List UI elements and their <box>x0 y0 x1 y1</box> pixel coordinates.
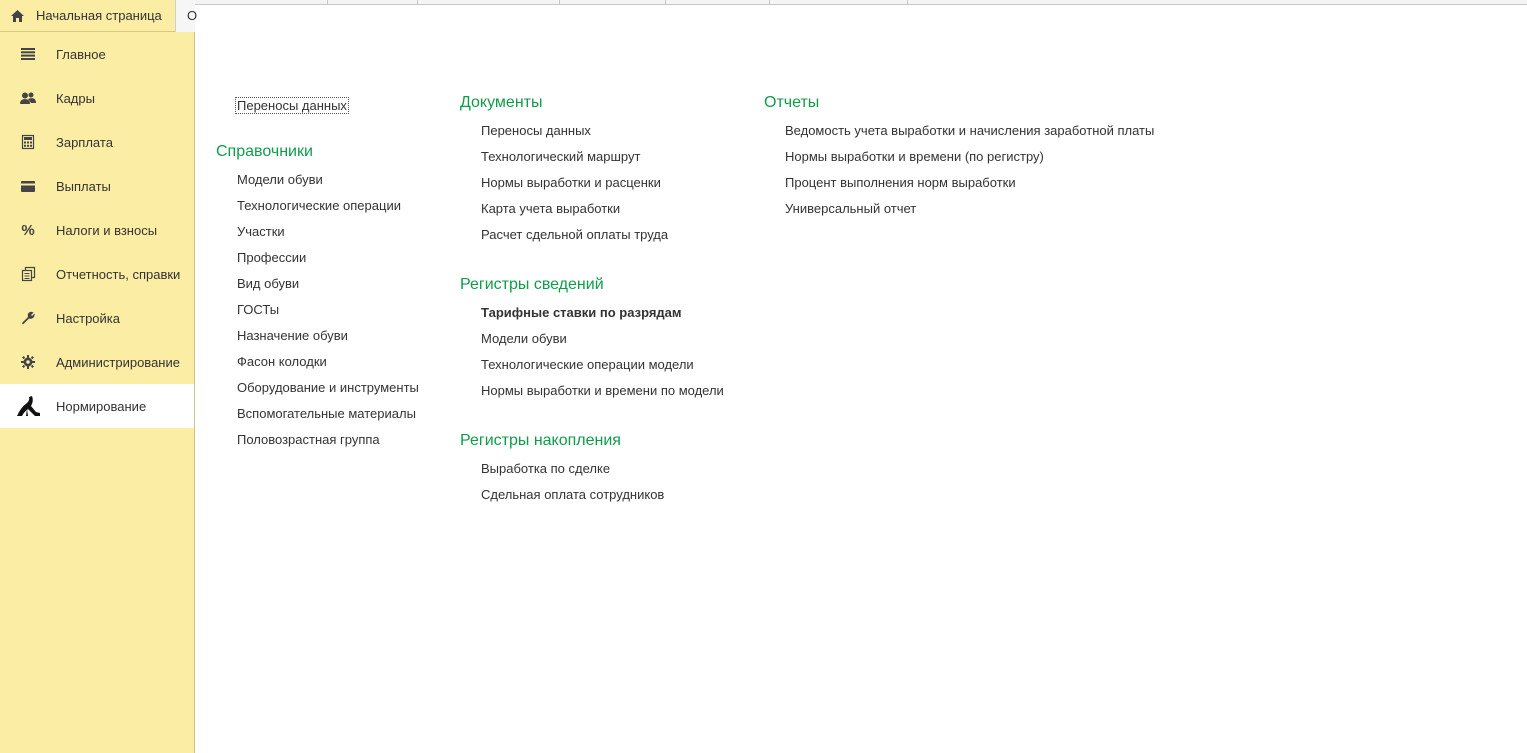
wallet-icon <box>0 164 56 208</box>
group-registry-svedeniy <box>460 274 724 404</box>
link-modeli-obuvi[interactable]: Модели обуви <box>237 172 323 187</box>
link-tehnologicheskie-operacii[interactable]: Технологические операции <box>237 198 401 213</box>
open-window-tab[interactable] <box>175 0 198 32</box>
sidebar-item-zarplata[interactable] <box>0 120 194 164</box>
link-modeli-obuvi-registr[interactable]: Модели обуви <box>481 331 567 346</box>
link-gosty[interactable]: ГОСТы <box>237 302 280 317</box>
group-title: Отчеты <box>764 94 820 111</box>
sidebar-item-label: Зарплата <box>56 134 113 150</box>
link-normy-vyrabotki-po-registru[interactable]: Нормы выработки и времени (по регистру) <box>785 149 1044 164</box>
group-otchety <box>764 92 1154 222</box>
link-uchastki[interactable]: Участки <box>237 224 285 239</box>
link-fason-kolodki[interactable]: Фасон колодки <box>237 354 327 369</box>
sidebar-item-kadry[interactable] <box>0 76 194 120</box>
sidebar-item-nalogi[interactable] <box>0 208 194 252</box>
link-professii[interactable]: Профессии <box>237 250 307 265</box>
menu-lines-icon <box>0 32 56 76</box>
shoe-icon <box>0 384 56 428</box>
group-title: Справочники <box>216 143 313 160</box>
report-pages-icon <box>0 252 56 296</box>
sidebar-item-vyplaty[interactable] <box>0 164 194 208</box>
link-sdelnaya-oplata-sotrudnikov[interactable]: Сдельная оплата сотрудников <box>481 487 665 502</box>
wrench-icon <box>0 296 56 340</box>
sidebar-item-glavnoe[interactable] <box>0 32 194 76</box>
sidebar-item-label: Администрирование <box>56 354 180 370</box>
sidebar-item-administrirovanie[interactable] <box>0 340 194 384</box>
link-perenosy-dannyh-top[interactable]: Переносы данных <box>237 98 347 113</box>
link-procent-vypolneniya-norm[interactable]: Процент выполнения норм выработки <box>785 175 1016 190</box>
link-normy-vyrabotki-i-rascenki[interactable]: Нормы выработки и расценки <box>481 175 661 190</box>
link-normy-vyrabotki-po-modeli[interactable]: Нормы выработки и времени по модели <box>481 383 724 398</box>
section-content <box>195 5 1527 753</box>
sidebar-item-nastroyka[interactable] <box>0 296 194 340</box>
people-icon <box>0 76 56 120</box>
open-window-tab-label: О <box>187 8 198 23</box>
link-tarifnye-stavki[interactable]: Тарифные ставки по разрядам <box>481 305 682 320</box>
link-vspomogatelnye-materialy[interactable]: Вспомогательные материалы <box>237 406 416 421</box>
sidebar-item-label: Отчетность, справки <box>56 266 181 282</box>
sidebar-item-label: Нормирование <box>56 398 147 414</box>
link-vyrabotka-po-sdelke[interactable]: Выработка по сделке <box>481 461 611 476</box>
link-perenosy-dannyh[interactable]: Переносы данных <box>481 123 591 138</box>
gear-icon <box>0 340 56 384</box>
sidebar-item-label: Выплаты <box>56 178 111 194</box>
sidebar-item-label: Кадры <box>56 90 95 106</box>
sidebar-item-label: Настройка <box>56 310 120 326</box>
percent-icon: % <box>21 221 35 239</box>
group-dokumenty <box>460 92 668 248</box>
home-tab-label: Начальная страница <box>36 8 162 23</box>
home-tab[interactable] <box>0 0 175 32</box>
sidebar-item-normirovanie[interactable] <box>0 384 194 428</box>
group-spravochniki <box>216 141 419 453</box>
link-oborudovanie[interactable]: Оборудование и инструменты <box>237 380 419 395</box>
home-icon <box>9 7 26 24</box>
sidebar-item-label: Налоги и взносы <box>56 222 158 238</box>
sidebar-item-label: Главное <box>56 46 106 62</box>
sections-sidebar <box>0 32 195 753</box>
link-universalnyy-otchet[interactable]: Универсальный отчет <box>785 201 917 216</box>
group-registry-nakopleniya <box>460 430 664 508</box>
link-vid-obuvi[interactable]: Вид обуви <box>237 276 300 291</box>
link-polovozrastnaya-gruppa[interactable]: Половозрастная группа <box>237 432 380 447</box>
link-tehnologicheskiy-marshrut[interactable]: Технологический маршрут <box>481 149 641 164</box>
link-raschet-sdelnoy-oplaty[interactable]: Расчет сдельной оплаты труда <box>481 227 669 242</box>
link-vedomost-ucheta-vyrabotki[interactable]: Ведомость учета выработки и начисления заработной платы <box>785 123 1155 138</box>
group-title: Документы <box>460 94 543 111</box>
calculator-icon <box>0 120 56 164</box>
group-title: Регистры накопления <box>460 432 621 449</box>
group-title: Регистры сведений <box>460 276 604 293</box>
link-karta-ucheta-vyrabotki[interactable]: Карта учета выработки <box>481 201 621 216</box>
link-naznachenie-obuvi[interactable]: Назначение обуви <box>237 328 348 343</box>
link-tehnologicheskie-operacii-modeli[interactable]: Технологические операции модели <box>481 357 694 372</box>
sidebar-item-otchetnost[interactable] <box>0 252 194 296</box>
